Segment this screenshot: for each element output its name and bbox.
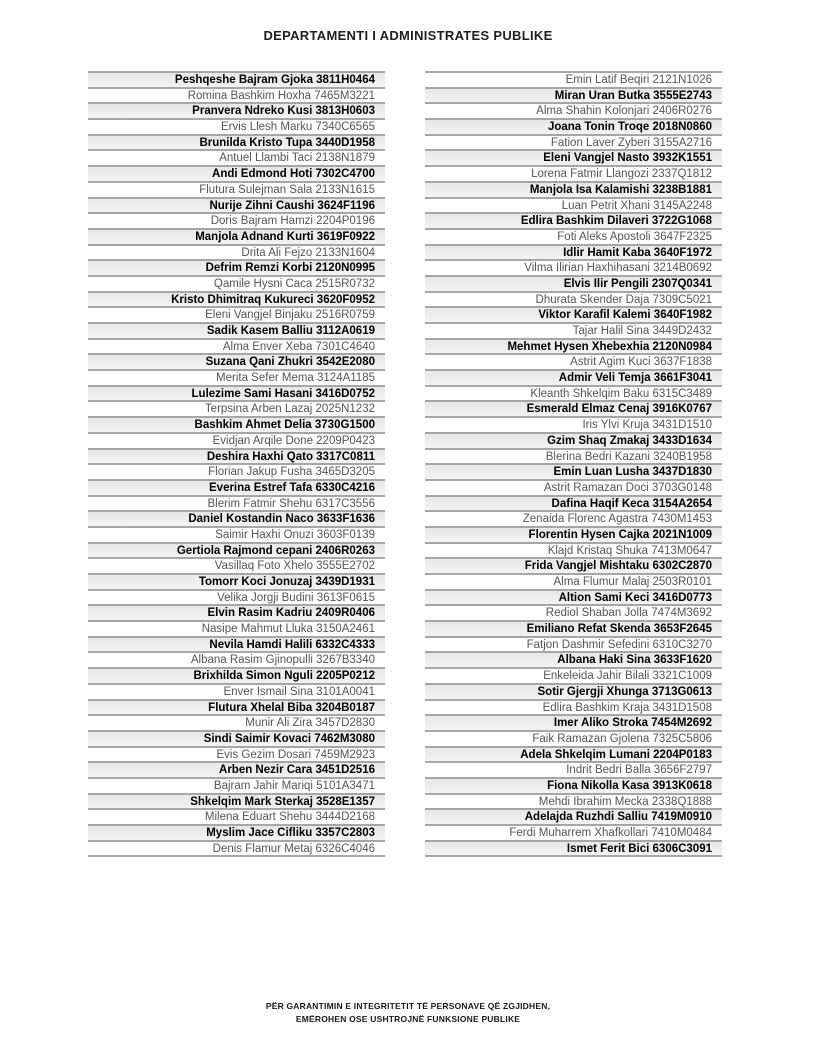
- list-item: Daniel Kostandin Naco 3633F1636: [88, 512, 385, 528]
- list-item: Fiona Nikolla Kasa 3913K0618: [425, 779, 722, 795]
- list-item: Bashkim Ahmet Delia 3730G1500: [88, 418, 385, 434]
- list-item: Kristo Dhimitraq Kukureci 3620F0952: [88, 293, 385, 309]
- list-item: Brunilda Kristo Tupa 3440D1958: [88, 136, 385, 152]
- list-item: Sotir Gjergji Xhunga 3713G0613: [425, 685, 722, 701]
- list-item: Everina Estref Tafa 6330C4216: [88, 481, 385, 497]
- list-item: Astrit Agim Kuci 3637F1838: [425, 355, 722, 371]
- list-item: Dafina Haqif Keca 3154A2654: [425, 497, 722, 513]
- list-item: Elvin Rasim Kadriu 2409R0406: [88, 606, 385, 622]
- list-item: Ferdi Muharrem Xhafkollari 7410M0484: [425, 826, 722, 842]
- list-item: Idlir Hamit Kaba 3640F1972: [425, 246, 722, 262]
- list-item: Astrit Ramazan Doci 3703G0148: [425, 481, 722, 497]
- list-item: Eleni Vangjel Nasto 3932K1551: [425, 151, 722, 167]
- list-item: Alma Shahin Kolonjari 2406R0276: [425, 104, 722, 120]
- list-item: Gzim Shaq Zmakaj 3433D1634: [425, 434, 722, 450]
- list-item: Gertiola Rajmond cepani 2406R0263: [88, 544, 385, 560]
- list-item: Arben Nezir Cara 3451D2516: [88, 763, 385, 779]
- list-item: Shkelqim Mark Sterkaj 3528E1357: [88, 795, 385, 811]
- footer-note: [0, 1000, 816, 1026]
- list-item: Mehdi Ibrahim Mecka 2338Q1888: [425, 795, 722, 811]
- list-item: Blerim Fatmir Shehu 6317C3556: [88, 497, 385, 513]
- list-item: Albana Haki Sina 3633F1620: [425, 653, 722, 669]
- list-item: Milena Eduart Shehu 3444D2168: [88, 810, 385, 826]
- list-item: Emin Luan Lusha 3437D1830: [425, 465, 722, 481]
- list-item: Flutura Xhelal Biba 3204B0187: [88, 701, 385, 717]
- list-item: Sadik Kasem Balliu 3112A0619: [88, 324, 385, 340]
- list-item: Myslim Jace Cifliku 3357C2803: [88, 826, 385, 842]
- list-item: Enver Ismail Sina 3101A0041: [88, 685, 385, 701]
- list-item: Blerina Bedri Kazani 3240B1958: [425, 450, 722, 466]
- list-item: Munir Ali Zira 3457D2830: [88, 716, 385, 732]
- names-table: [88, 71, 722, 857]
- list-item: Kleanth Shkelqim Baku 6315C3489: [425, 387, 722, 403]
- list-item: Denis Flamur Metaj 6326C4046: [88, 842, 385, 858]
- list-item: Altion Sami Keci 3416D0773: [425, 591, 722, 607]
- list-item: Eleni Vangjel Binjaku 2516R0759: [88, 308, 385, 324]
- list-item: Adela Shkelqim Lumani 2204P0183: [425, 748, 722, 764]
- list-item: Alma Enver Xeba 7301C4640: [88, 340, 385, 356]
- list-item: Fatjon Dashmir Sefedini 6310C3270: [425, 638, 722, 654]
- list-item: Lulezime Sami Hasani 3416D0752: [88, 387, 385, 403]
- list-item: Pranvera Ndreko Kusi 3813H0603: [88, 104, 385, 120]
- list-item: Bajram Jahir Mariqi 5101A3471: [88, 779, 385, 795]
- list-item: Dhurata Skender Daja 7309C5021: [425, 293, 722, 309]
- list-item: Evis Gezim Dosari 7459M2923: [88, 748, 385, 764]
- list-item: Edlira Bashkim Kraja 3431D1508: [425, 701, 722, 717]
- list-item: Fation Laver Zyberi 3155A2716: [425, 136, 722, 152]
- list-item: Velika Jorgji Budini 3613F0615: [88, 591, 385, 607]
- list-item: Klajd Kristaq Shuka 7413M0647: [425, 544, 722, 560]
- left-column: [88, 71, 385, 857]
- list-item: Saimir Haxhi Onuzi 3603F0139: [88, 528, 385, 544]
- list-item: Alma Flumur Malaj 2503R0101: [425, 575, 722, 591]
- list-item: Luan Petrit Xhani 3145A2248: [425, 199, 722, 215]
- list-item: Sindi Saimir Kovaci 7462M3080: [88, 732, 385, 748]
- list-item: Admir Veli Temja 3661F3041: [425, 371, 722, 387]
- list-item: Andi Edmond Hoti 7302C4700: [88, 167, 385, 183]
- list-item: Manjola Adnand Kurti 3619F0922: [88, 230, 385, 246]
- list-item: Deshira Haxhi Qato 3317C0811: [88, 450, 385, 466]
- list-item: Edlira Bashkim Dilaveri 3722G1068: [425, 214, 722, 230]
- list-item: Terpsina Arben Lazaj 2025N1232: [88, 402, 385, 418]
- list-item: Faik Ramazan Gjolena 7325C5806: [425, 732, 722, 748]
- list-item: Florian Jakup Fusha 3465D3205: [88, 465, 385, 481]
- list-item: Esmerald Elmaz Cenaj 3916K0767: [425, 402, 722, 418]
- footer-line-2: EMËROHEN OSE USHTROJNË FUNKSIONE PUBLIKE: [295, 1014, 521, 1024]
- footer-line-1: PËR GARANTIMIN E INTEGRITETIT TË PERSONAVE QË ZGJIDHEN,: [265, 1001, 551, 1011]
- list-item: Foti Aleks Apostoli 3647F2325: [425, 230, 722, 246]
- list-item: Elvis Ilir Pengili 2307Q0341: [425, 277, 722, 293]
- list-item: Indrit Bedri Balla 3656F2797: [425, 763, 722, 779]
- list-item: Suzana Qani Zhukri 3542E2080: [88, 355, 385, 371]
- list-item: Antuel Llambi Taci 2138N1879: [88, 151, 385, 167]
- list-item: Romina Bashkim Hoxha 7465M3221: [88, 89, 385, 105]
- list-item: Nevila Hamdi Halili 6332C4333: [88, 638, 385, 654]
- list-item: Nasipe Mahmut Lluka 3150A2461: [88, 622, 385, 638]
- list-item: Mehmet Hysen Xhebexhia 2120N0984: [425, 340, 722, 356]
- list-item: Emiliano Refat Skenda 3653F2645: [425, 622, 722, 638]
- list-item: Merita Sefer Mema 3124A1185: [88, 371, 385, 387]
- list-item: Defrim Remzi Korbi 2120N0995: [88, 261, 385, 277]
- list-item: Florentin Hysen Cajka 2021N1009: [425, 528, 722, 544]
- list-item: Albana Rasim Gjinopulli 3267B3340: [88, 653, 385, 669]
- list-item: Rediol Shaban Jolla 7474M3692: [425, 606, 722, 622]
- list-item: Emin Latif Beqiri 2121N1026: [425, 73, 722, 89]
- list-item: Flutura Sulejman Sala 2133N1615: [88, 183, 385, 199]
- list-item: Miran Uran Butka 3555E2743: [425, 89, 722, 105]
- list-item: Tomorr Koci Jonuzaj 3439D1931: [88, 575, 385, 591]
- list-item: Evidjan Arqile Done 2209P0423: [88, 434, 385, 450]
- list-item: Imer Aliko Stroka 7454M2692: [425, 716, 722, 732]
- list-item: Joana Tonin Troqe 2018N0860: [425, 120, 722, 136]
- list-item: Iris Ylvi Kruja 3431D1510: [425, 418, 722, 434]
- list-item: Peshqeshe Bajram Gjoka 3811H0464: [88, 73, 385, 89]
- list-item: Zenaida Florenc Agastra 7430M1453: [425, 512, 722, 528]
- list-item: Enkeleida Jahir Bilali 3321C1009: [425, 669, 722, 685]
- list-item: Drita Ali Fejzo 2133N1604: [88, 246, 385, 262]
- list-item: Brixhilda Simon Nguli 2205P0212: [88, 669, 385, 685]
- right-column: [425, 71, 722, 857]
- list-item: Lorena Fatmir Llangozi 2337Q1812: [425, 167, 722, 183]
- list-item: Ervis Llesh Marku 7340C6565: [88, 120, 385, 136]
- list-item: Nurije Zihni Caushi 3624F1196: [88, 199, 385, 215]
- list-item: Vasillaq Foto Xhelo 3555E2702: [88, 559, 385, 575]
- list-item: Qamile Hysni Caca 2515R0732: [88, 277, 385, 293]
- list-item: Ismet Ferit Bici 6306C3091: [425, 842, 722, 858]
- list-item: Adelajda Ruzhdi Salliu 7419M0910: [425, 810, 722, 826]
- list-item: Frida Vangjel Mishtaku 6302C2870: [425, 559, 722, 575]
- list-item: Vilma Ilirian Haxhihasani 3214B0692: [425, 261, 722, 277]
- list-item: Viktor Karafil Kalemi 3640F1982: [425, 308, 722, 324]
- list-item: Doris Bajram Hamzi 2204P0196: [88, 214, 385, 230]
- page-title: DEPARTAMENTI I ADMINISTRATES PUBLIKE: [263, 28, 553, 43]
- list-item: Manjola Isa Kalamishi 3238B1881: [425, 183, 722, 199]
- list-item: Tajar Halil Sina 3449D2432: [425, 324, 722, 340]
